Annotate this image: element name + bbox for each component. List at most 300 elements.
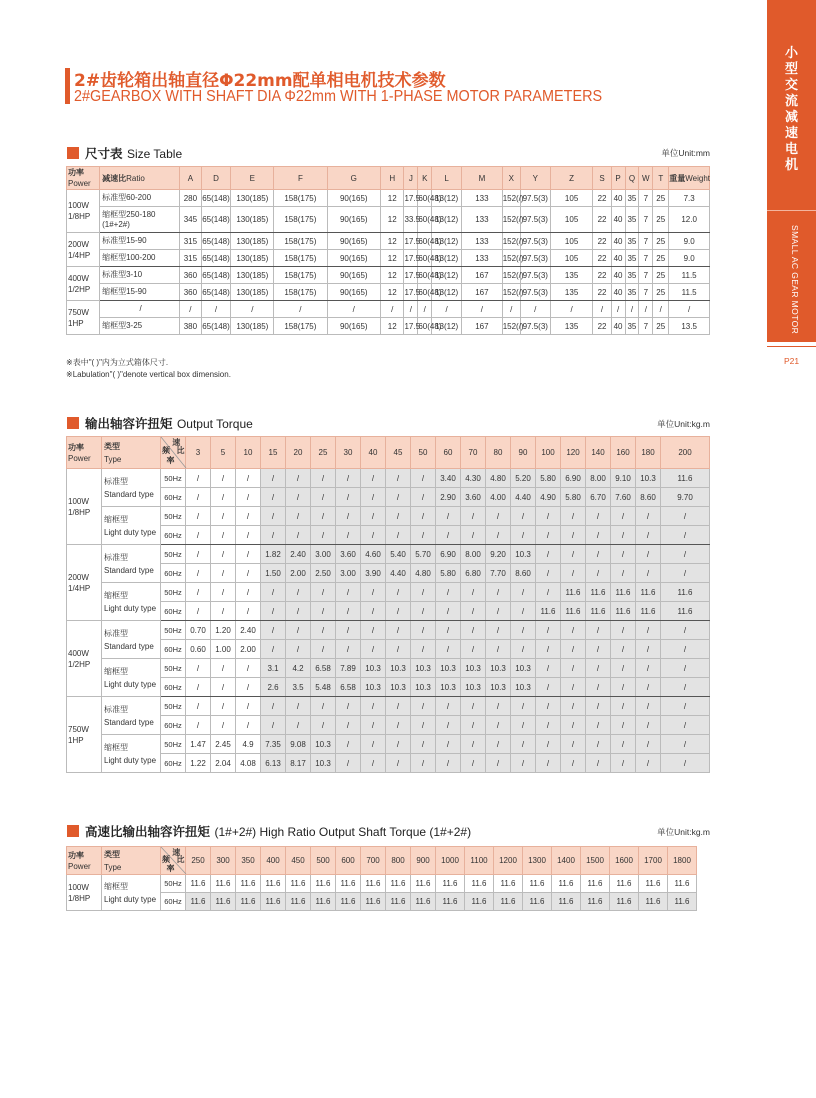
torque-value: / bbox=[261, 526, 286, 545]
torque-value: 2.45 bbox=[211, 735, 236, 754]
ratio-header-en: Ratio bbox=[126, 173, 145, 183]
ratio-col-300: 300 bbox=[211, 847, 236, 875]
value-cell: 25 bbox=[653, 267, 669, 284]
torque-value: 10.3 bbox=[436, 678, 461, 697]
torque-value: / bbox=[211, 507, 236, 526]
torque-value: / bbox=[586, 735, 611, 754]
torque-value: 11.6 bbox=[361, 893, 386, 911]
torque-value: 11.6 bbox=[361, 875, 386, 893]
torque-value: 0.60 bbox=[186, 640, 211, 659]
torque-value: / bbox=[461, 621, 486, 640]
value-cell: 65(148) bbox=[201, 284, 231, 301]
torque-value: 7.89 bbox=[336, 659, 361, 678]
ratio-col-70: 70 bbox=[461, 437, 486, 469]
torque-value: 11.6 bbox=[411, 875, 436, 893]
torque-value: / bbox=[561, 735, 586, 754]
ratio-cell bbox=[100, 318, 180, 335]
value-cell: 40 bbox=[611, 250, 625, 267]
frequency-cell: 60Hz bbox=[161, 564, 186, 583]
value-cell: 97.5(3) bbox=[520, 250, 550, 267]
torque-value: 10.3 bbox=[461, 678, 486, 697]
value-cell: / bbox=[550, 301, 593, 318]
col-header-W: W bbox=[639, 167, 653, 190]
torque-value: / bbox=[661, 716, 710, 735]
torque-value: 5.80 bbox=[436, 564, 461, 583]
torque-value: 11.6 bbox=[668, 893, 697, 911]
cell-line: 缩框型 bbox=[104, 666, 128, 676]
ratio-col-80: 80 bbox=[486, 437, 511, 469]
weight-header-cn: 重量 bbox=[669, 173, 686, 183]
value-cell: 17.5 bbox=[404, 190, 418, 207]
table-row bbox=[67, 207, 710, 233]
cell-line: Standard type bbox=[104, 641, 154, 651]
torque-value: / bbox=[661, 697, 710, 716]
page-number: P21 bbox=[783, 356, 800, 366]
torque-value: 8.00 bbox=[461, 545, 486, 564]
torque-table-heading: 输出轴容许扭矩 Output Torque bbox=[67, 414, 253, 428]
ratio-col-10: 10 bbox=[236, 437, 261, 469]
value-cell: 167 bbox=[462, 318, 503, 335]
ratio-frequency-cell bbox=[161, 437, 186, 469]
diag-label-r: 比 bbox=[176, 854, 185, 864]
torque-value: / bbox=[636, 640, 661, 659]
torque-value: / bbox=[511, 526, 536, 545]
torque-value: 3.90 bbox=[361, 564, 386, 583]
torque-value: 6.70 bbox=[586, 488, 611, 507]
table-row bbox=[67, 640, 710, 659]
table-row bbox=[67, 621, 710, 640]
value-cell: 345 bbox=[180, 207, 201, 233]
ratio-cell bbox=[100, 233, 180, 250]
ratio-cell bbox=[100, 301, 180, 318]
ratio-header-cn: 减速比 bbox=[102, 173, 127, 183]
power-cell bbox=[67, 621, 102, 697]
torque-value: / bbox=[436, 621, 461, 640]
value-cell: / bbox=[327, 301, 380, 318]
torque-value: / bbox=[586, 526, 611, 545]
torque-value: / bbox=[461, 507, 486, 526]
value-cell: 360 bbox=[180, 284, 201, 301]
cell-line: 功率 bbox=[68, 442, 84, 452]
torque-value: / bbox=[361, 735, 386, 754]
torque-value: / bbox=[261, 716, 286, 735]
power-cell bbox=[67, 545, 102, 621]
cell-line: 类型 bbox=[104, 849, 120, 859]
torque-value: / bbox=[361, 507, 386, 526]
torque-value: / bbox=[611, 659, 636, 678]
value-cell: 152(/) bbox=[502, 318, 520, 335]
torque-value: 2.00 bbox=[286, 564, 311, 583]
torque-value: 11.6 bbox=[661, 602, 710, 621]
torque-value: 10.3 bbox=[361, 659, 386, 678]
value-cell: 130(185) bbox=[231, 233, 274, 250]
torque-value: 11.6 bbox=[610, 893, 639, 911]
torque-value: / bbox=[386, 716, 411, 735]
ratio-col-160: 160 bbox=[611, 437, 636, 469]
value-cell: 35 bbox=[625, 233, 639, 250]
torque-value: / bbox=[461, 602, 486, 621]
value-cell: 35 bbox=[625, 250, 639, 267]
value-cell: 133 bbox=[462, 190, 503, 207]
torque-value: / bbox=[211, 697, 236, 716]
torque-value: / bbox=[536, 754, 561, 773]
value-cell: 22 bbox=[593, 233, 611, 250]
power-cell bbox=[67, 875, 102, 911]
value-cell: 105 bbox=[550, 250, 593, 267]
torque-value: / bbox=[236, 545, 261, 564]
torque-value: 11.6 bbox=[611, 583, 636, 602]
torque-value: / bbox=[311, 469, 336, 488]
value-cell: 315 bbox=[180, 250, 201, 267]
torque-value: / bbox=[511, 583, 536, 602]
torque-value: 6.58 bbox=[311, 659, 336, 678]
heading-square-icon bbox=[67, 147, 79, 159]
value-cell: 97.5(3) bbox=[520, 318, 550, 335]
cell-line: 750W bbox=[68, 724, 89, 734]
torque-value: / bbox=[486, 621, 511, 640]
value-cell: 12 bbox=[380, 207, 403, 233]
cell-line: 100W bbox=[68, 882, 89, 892]
torque-value: / bbox=[561, 526, 586, 545]
torque-value: / bbox=[386, 602, 411, 621]
size-table bbox=[66, 166, 710, 335]
torque-value: / bbox=[461, 526, 486, 545]
table-row bbox=[67, 284, 710, 301]
col-header-T: T bbox=[653, 167, 669, 190]
torque-value: 11.6 bbox=[639, 875, 668, 893]
ratio-col-400: 400 bbox=[261, 847, 286, 875]
torque-value: 10.3 bbox=[511, 659, 536, 678]
sidebar-rule bbox=[767, 346, 816, 347]
value-cell: 60(48) bbox=[418, 318, 432, 335]
cell-line: 缩框型3-25 bbox=[102, 321, 143, 330]
header-row bbox=[67, 167, 710, 190]
torque-value: / bbox=[411, 507, 436, 526]
table-row bbox=[67, 583, 710, 602]
torque-value: / bbox=[361, 583, 386, 602]
value-cell: 130(185) bbox=[231, 267, 274, 284]
torque-value: / bbox=[336, 469, 361, 488]
type-cell bbox=[102, 507, 161, 545]
torque-value: 11.6 bbox=[610, 875, 639, 893]
torque-value: / bbox=[636, 678, 661, 697]
value-cell: 13(12) bbox=[432, 233, 462, 250]
torque-value: / bbox=[261, 488, 286, 507]
ratio-col-1100: 1100 bbox=[465, 847, 494, 875]
torque-value: 11.6 bbox=[586, 602, 611, 621]
torque-value: 2.40 bbox=[236, 621, 261, 640]
cell-line: Type bbox=[104, 454, 122, 464]
torque-value: / bbox=[561, 754, 586, 773]
cell-line: 100W bbox=[68, 201, 89, 210]
torque-value: / bbox=[536, 697, 561, 716]
torque-value: / bbox=[186, 507, 211, 526]
torque-value: / bbox=[186, 716, 211, 735]
type-header bbox=[102, 437, 161, 469]
torque-value: 10.3 bbox=[361, 678, 386, 697]
value-cell: 25 bbox=[653, 250, 669, 267]
col-header-Y: Y bbox=[520, 167, 550, 190]
value-cell: 60(48) bbox=[418, 207, 432, 233]
header-row bbox=[67, 437, 710, 469]
torque-value: 11.6 bbox=[581, 875, 610, 893]
torque-value: 10.3 bbox=[486, 678, 511, 697]
table-row bbox=[67, 488, 710, 507]
col-header-K: K bbox=[418, 167, 432, 190]
torque-value: / bbox=[461, 754, 486, 773]
torque-value: / bbox=[211, 545, 236, 564]
value-cell: 65(148) bbox=[201, 250, 231, 267]
value-cell: 25 bbox=[653, 284, 669, 301]
value-cell: 17.5 bbox=[404, 267, 418, 284]
table-row bbox=[67, 697, 710, 716]
torque-value: / bbox=[411, 640, 436, 659]
torque-value: / bbox=[611, 697, 636, 716]
value-cell: 97.5(3) bbox=[520, 233, 550, 250]
torque-value: 11.6 bbox=[261, 875, 286, 893]
torque-value: / bbox=[336, 640, 361, 659]
type-cell bbox=[102, 659, 161, 697]
torque-value: / bbox=[411, 488, 436, 507]
torque-value: / bbox=[261, 602, 286, 621]
type-cell bbox=[102, 697, 161, 735]
torque-value: / bbox=[186, 659, 211, 678]
torque-value: / bbox=[561, 640, 586, 659]
cell-line: Light duty type bbox=[104, 527, 157, 537]
torque-value: / bbox=[486, 716, 511, 735]
cell-line: 标准型 bbox=[104, 476, 128, 486]
torque-value: / bbox=[361, 526, 386, 545]
torque-value: / bbox=[186, 488, 211, 507]
torque-value: / bbox=[211, 678, 236, 697]
ratio-col-140: 140 bbox=[586, 437, 611, 469]
ratio-col-30: 30 bbox=[336, 437, 361, 469]
value-cell: 40 bbox=[611, 267, 625, 284]
torque-value: 11.6 bbox=[611, 602, 636, 621]
torque-value: / bbox=[211, 488, 236, 507]
torque-value: 6.90 bbox=[561, 469, 586, 488]
value-cell: 97.5(3) bbox=[520, 190, 550, 207]
torque-value: 10.3 bbox=[436, 659, 461, 678]
torque-value: / bbox=[436, 716, 461, 735]
torque-value: / bbox=[561, 716, 586, 735]
value-cell: 130(185) bbox=[231, 318, 274, 335]
torque-value: 1.22 bbox=[186, 754, 211, 773]
torque-value: 5.80 bbox=[561, 488, 586, 507]
torque-value: / bbox=[611, 754, 636, 773]
cell-line: Light duty type bbox=[104, 679, 157, 689]
torque-value: 10.3 bbox=[511, 678, 536, 697]
torque-value: 1.50 bbox=[261, 564, 286, 583]
ratio-col-1700: 1700 bbox=[639, 847, 668, 875]
power-cell bbox=[67, 267, 100, 301]
header-row bbox=[67, 847, 726, 875]
value-cell: 9.0 bbox=[669, 250, 710, 267]
value-cell: 135 bbox=[550, 318, 593, 335]
torque-value: 11.6 bbox=[552, 875, 581, 893]
torque-value: / bbox=[536, 621, 561, 640]
title-accent-bar bbox=[65, 68, 70, 104]
torque-value: / bbox=[311, 697, 336, 716]
table-row bbox=[67, 735, 710, 754]
torque-value: / bbox=[411, 583, 436, 602]
torque-value: 9.10 bbox=[611, 469, 636, 488]
cell-line: 标准型 bbox=[104, 704, 128, 714]
table-row bbox=[67, 301, 710, 318]
value-cell: 13(12) bbox=[432, 207, 462, 233]
value-cell: 40 bbox=[611, 284, 625, 301]
torque-value: / bbox=[511, 716, 536, 735]
value-cell: 25 bbox=[653, 233, 669, 250]
torque-value: 11.6 bbox=[561, 583, 586, 602]
value-cell: 12 bbox=[380, 233, 403, 250]
torque-value: / bbox=[436, 697, 461, 716]
frequency-cell: 60Hz bbox=[161, 488, 186, 507]
value-cell: 360 bbox=[180, 267, 201, 284]
cell-line: 1/8HP bbox=[68, 507, 91, 517]
frequency-cell: 50Hz bbox=[161, 621, 186, 640]
torque-value: 11.6 bbox=[261, 893, 286, 911]
torque-value: / bbox=[336, 735, 361, 754]
table-row bbox=[67, 893, 726, 911]
torque-value: 11.6 bbox=[636, 583, 661, 602]
value-cell: 152(/) bbox=[502, 233, 520, 250]
torque-value: / bbox=[511, 640, 536, 659]
cell-line: 标准型 bbox=[104, 552, 128, 562]
ratio-col-800: 800 bbox=[386, 847, 411, 875]
torque-value: 8.00 bbox=[586, 469, 611, 488]
torque-value: 2.40 bbox=[286, 545, 311, 564]
frequency-cell: 50Hz bbox=[161, 583, 186, 602]
type-cell bbox=[102, 735, 161, 773]
cell-line: 1/8HP bbox=[68, 893, 91, 903]
col-header-X: X bbox=[502, 167, 520, 190]
ratio-col-1300: 1300 bbox=[523, 847, 552, 875]
col-header-Z: Z bbox=[550, 167, 593, 190]
table-row bbox=[67, 716, 710, 735]
torque-value: / bbox=[611, 545, 636, 564]
torque-value: / bbox=[186, 602, 211, 621]
torque-value: / bbox=[236, 507, 261, 526]
heading-square-icon bbox=[67, 825, 79, 837]
type-cell bbox=[102, 583, 161, 621]
value-cell: 105 bbox=[550, 207, 593, 233]
diag-label-l2: 率 bbox=[166, 456, 175, 466]
torque-value: / bbox=[511, 621, 536, 640]
torque-value: 10.3 bbox=[411, 678, 436, 697]
value-cell: 13(12) bbox=[432, 267, 462, 284]
torque-value: 11.6 bbox=[523, 875, 552, 893]
torque-value: / bbox=[311, 507, 336, 526]
cell-line: Power bbox=[68, 179, 91, 188]
value-cell: 133 bbox=[462, 233, 503, 250]
torque-value: / bbox=[261, 469, 286, 488]
value-cell: 90(165) bbox=[327, 318, 380, 335]
value-cell: 22 bbox=[593, 207, 611, 233]
value-cell: 158(175) bbox=[274, 318, 327, 335]
weight-header-en: Weight bbox=[685, 173, 711, 183]
torque-value: / bbox=[411, 697, 436, 716]
value-cell: 40 bbox=[611, 190, 625, 207]
value-cell: 158(175) bbox=[274, 207, 327, 233]
value-cell: 60(48) bbox=[418, 190, 432, 207]
frequency-cell: 60Hz bbox=[161, 602, 186, 621]
ratio-col-25: 25 bbox=[311, 437, 336, 469]
torque-value: / bbox=[336, 697, 361, 716]
torque-value: / bbox=[311, 488, 336, 507]
torque-value: 5.48 bbox=[311, 678, 336, 697]
ratio-col-40: 40 bbox=[361, 437, 386, 469]
torque-value: 9.20 bbox=[486, 545, 511, 564]
col-header-L: L bbox=[432, 167, 462, 190]
cell-line: 缩框型 bbox=[104, 514, 128, 524]
cell-line: 1/8HP bbox=[68, 212, 91, 221]
value-cell: / bbox=[274, 301, 327, 318]
torque-value: / bbox=[561, 507, 586, 526]
torque-value: / bbox=[361, 621, 386, 640]
cell-line: 1/2HP bbox=[68, 659, 91, 669]
value-cell: 280 bbox=[180, 190, 201, 207]
torque-value: / bbox=[336, 754, 361, 773]
torque-value: / bbox=[636, 526, 661, 545]
torque-value: / bbox=[361, 602, 386, 621]
cell-line: Standard type bbox=[104, 565, 154, 575]
torque-value: / bbox=[436, 602, 461, 621]
torque-value: 11.6 bbox=[236, 893, 261, 911]
torque-value: / bbox=[186, 697, 211, 716]
torque-value: / bbox=[336, 583, 361, 602]
value-cell: 135 bbox=[550, 284, 593, 301]
torque-value: / bbox=[386, 754, 411, 773]
torque-value: / bbox=[611, 678, 636, 697]
value-cell: 35 bbox=[625, 190, 639, 207]
value-cell: 90(165) bbox=[327, 233, 380, 250]
torque-value: 4.40 bbox=[386, 564, 411, 583]
ratio-col-5: 5 bbox=[211, 437, 236, 469]
torque-value: 10.3 bbox=[386, 678, 411, 697]
power-header bbox=[67, 847, 102, 875]
value-cell: 35 bbox=[625, 284, 639, 301]
torque-value: / bbox=[411, 716, 436, 735]
torque-value: / bbox=[186, 526, 211, 545]
cell-line: 缩框型 bbox=[104, 590, 128, 600]
ratio-col-3: 3 bbox=[186, 437, 211, 469]
torque-value: / bbox=[611, 640, 636, 659]
torque-value: / bbox=[286, 602, 311, 621]
torque-value: 3.00 bbox=[336, 564, 361, 583]
torque-value: 1.20 bbox=[211, 621, 236, 640]
value-cell: 97.5(3) bbox=[520, 207, 550, 233]
torque-value: / bbox=[586, 659, 611, 678]
sidebar bbox=[767, 0, 816, 1098]
frequency-cell: 60Hz bbox=[161, 678, 186, 697]
cell-line: 标准型15-90 bbox=[102, 236, 147, 245]
frequency-cell: 50Hz bbox=[161, 545, 186, 564]
value-cell: 60(48) bbox=[418, 267, 432, 284]
torque-value: / bbox=[536, 564, 561, 583]
ratio-cell bbox=[100, 267, 180, 284]
torque-value: 4.40 bbox=[511, 488, 536, 507]
torque-value: 11.6 bbox=[411, 893, 436, 911]
torque-value: 1.82 bbox=[261, 545, 286, 564]
page-title-en: 2#GEARBOX WITH SHAFT DIA Φ22mm WITH 1-PHASE MOTOR PARAMETERS bbox=[74, 88, 603, 105]
torque-value: / bbox=[261, 697, 286, 716]
value-cell: 7 bbox=[639, 207, 653, 233]
value-cell: 130(185) bbox=[231, 190, 274, 207]
torque-value: / bbox=[511, 735, 536, 754]
ratio-col-1800: 1800 bbox=[668, 847, 697, 875]
ratio-cell bbox=[100, 250, 180, 267]
